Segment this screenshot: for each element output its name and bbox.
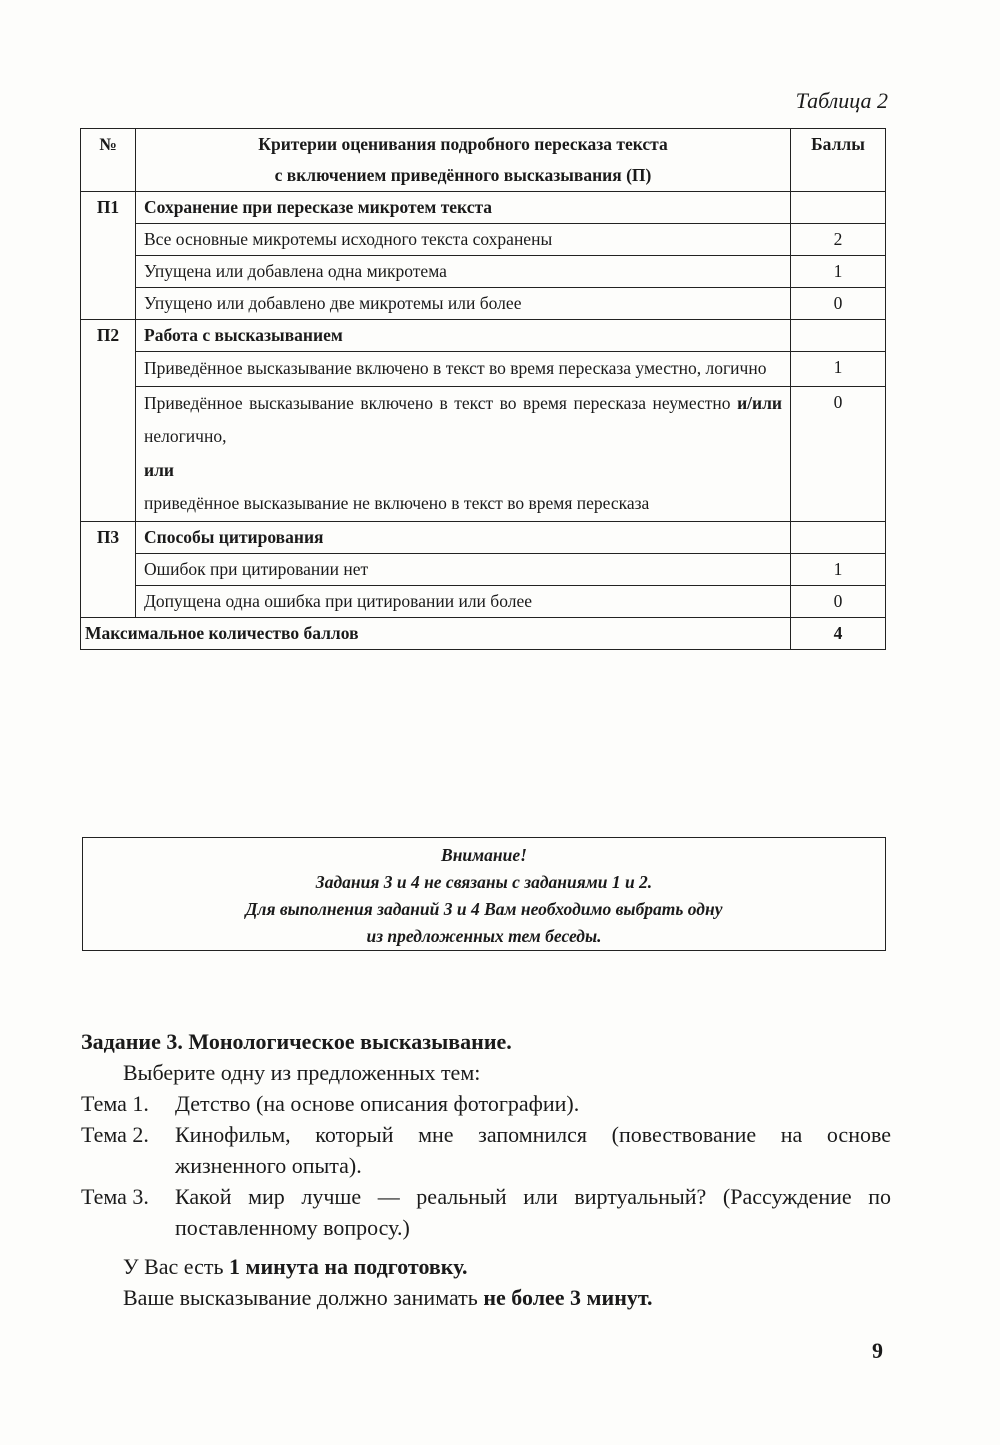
text-part: Приведённое высказывание включено в текст во время пересказа неуместно [144,392,738,413]
header-line: с включением приведённого высказывания (П) [274,165,652,185]
theme-item [81,1119,891,1181]
header-line: Критерии оценивания подробного пересказа текста [258,134,668,154]
criterion-title: Сохранение при пересказе микротем текста [136,192,791,224]
table-row [81,553,886,585]
points-cell: 1 [791,256,886,288]
theme-text: Какой мир лучше — реальный или виртуальный? (Рассуждение по поставленному вопросу.) [175,1184,891,1240]
theme-item [81,1181,891,1243]
text-part: У Вас есть [123,1254,230,1279]
criteria-table [80,128,886,650]
page-number: 9 [872,1338,883,1363]
notice-line: Внимание! [441,845,527,865]
header-num: № [81,129,136,192]
criterion-text [136,386,791,521]
criterion-num: П1 [81,192,136,320]
table-row [81,352,886,387]
theme-label: Тема 3. [81,1184,149,1209]
table-header-row [81,129,886,192]
criterion-text: Упущено или добавлено две микротемы или более [136,288,791,320]
criterion-text: Допущена одна ошибка при цитировании или более [136,585,791,617]
table-caption: Таблица 2 [795,88,888,113]
notice-line: Задания 3 и 4 не связаны с заданиями 1 и 2. [315,872,653,892]
notice-line: из предложенных тем беседы. [366,926,602,946]
points-cell: 0 [791,585,886,617]
task-title: Задание 3. Монологическое высказывание. [81,1029,512,1054]
table-row [81,386,886,521]
text-bold: или [144,459,174,480]
points-cell: 0 [791,288,886,320]
text-part: нелогично, [144,426,227,446]
task-intro: Выберите одну из предложенных тем: [123,1060,481,1085]
points-cell: 2 [791,224,886,256]
text-part: Ваше высказывание должно занимать [123,1285,484,1310]
points-cell [791,192,886,224]
notice-box [82,837,886,951]
points-cell: 0 [791,386,886,521]
total-label: Максимальное количество баллов [81,617,791,649]
criterion-text: Ошибок при цитировании нет [136,553,791,585]
theme-label: Тема 2. [81,1122,149,1147]
notice-line: Для выполнения заданий 3 и 4 Вам необходимо выбрать одну [245,899,723,919]
theme-text: Детство (на основе описания фотографии). [175,1091,580,1116]
criterion-num: П3 [81,521,136,617]
theme-item [81,1088,891,1119]
time-limit [81,1282,891,1313]
text-bold: не более 3 минут. [483,1285,653,1310]
table-row [81,256,886,288]
header-criteria [136,129,791,192]
theme-label: Тема 1. [81,1091,149,1116]
prep-time [81,1251,891,1282]
criterion-text: Упущена или добавлена одна микротема [136,256,791,288]
total-points: 4 [791,617,886,649]
task-section [81,1026,891,1313]
criterion-text: Приведённое высказывание включено в текст во время пересказа уместно, логично [136,352,791,387]
header-points: Баллы [791,129,886,192]
table-row [81,521,886,553]
table-row [81,320,886,352]
points-cell: 1 [791,553,886,585]
total-row [81,617,886,649]
criterion-title: Способы цитирования [136,521,791,553]
points-cell: 1 [791,352,886,387]
table-row [81,192,886,224]
points-cell [791,320,886,352]
table-row [81,585,886,617]
theme-text: Кинофильм, который мне запомнился (повествование на основе жизненного опыта). [175,1122,891,1178]
table-row [81,224,886,256]
criterion-title: Работа с высказыванием [136,320,791,352]
table-row [81,288,886,320]
criterion-num: П2 [81,320,136,522]
text-part: приведённое высказывание не включено в текст во время пересказа [144,493,650,513]
text-bold: и/или [737,392,782,413]
text-bold: 1 минута на подготовку. [229,1254,468,1279]
points-cell [791,521,886,553]
criterion-text: Все основные микротемы исходного текста сохранены [136,224,791,256]
